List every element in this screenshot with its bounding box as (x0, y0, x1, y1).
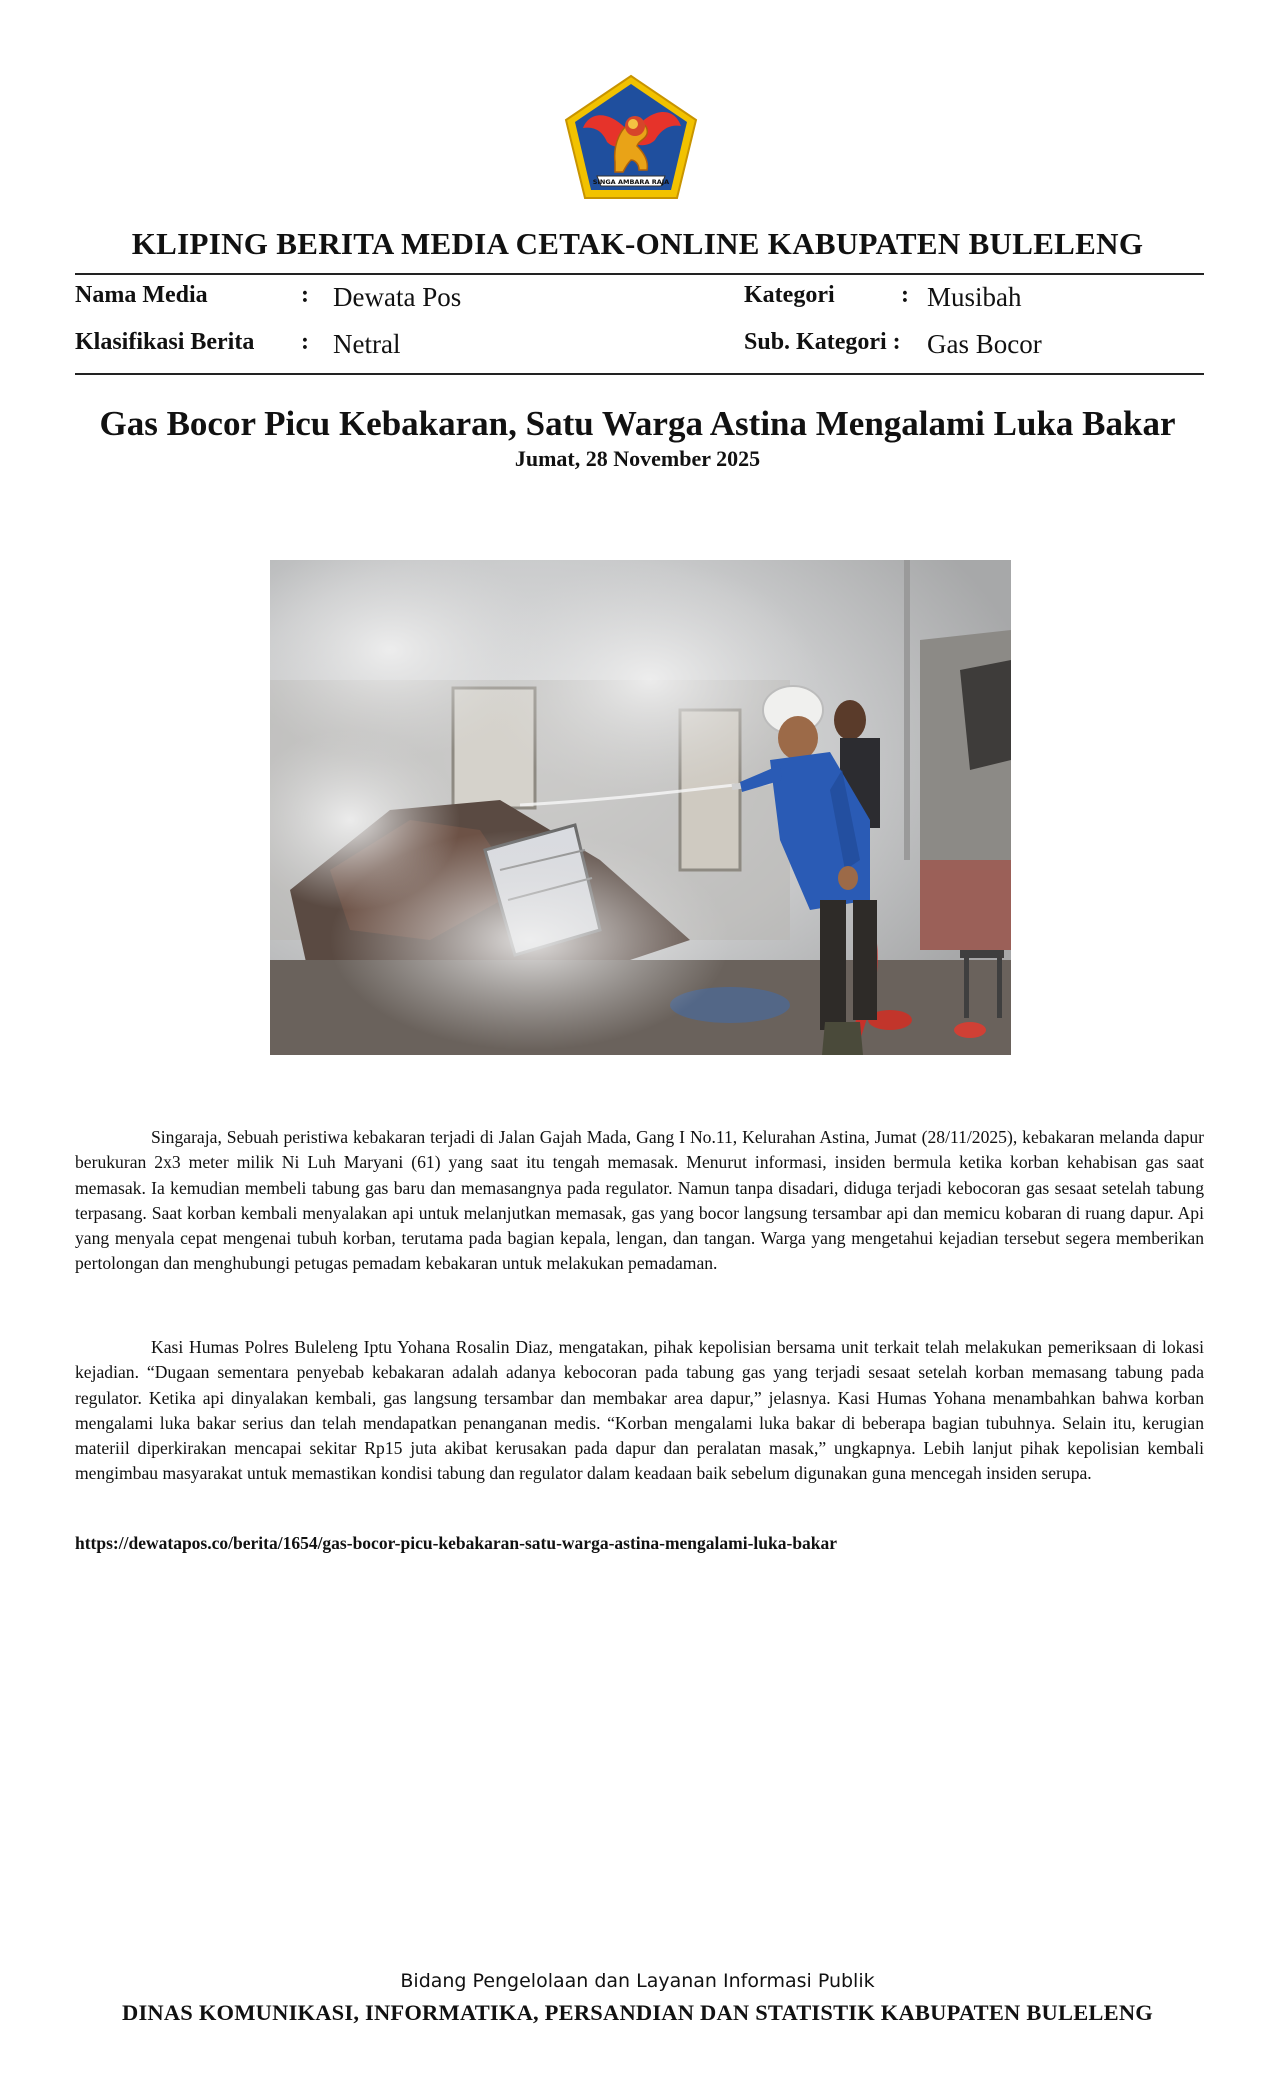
category-colon: : (901, 282, 909, 308)
subcategory-label: Sub. Kategori : (744, 329, 901, 355)
footer-division: Bidang Pengelolaan dan Layanan Informasi Publik (400, 1970, 875, 1992)
classification-colon: : (301, 329, 309, 355)
article-title: Gas Bocor Picu Kebakaran, Satu Warga Astina Mengalami Luka Bakar (99, 404, 1176, 443)
category-label: Kategori (744, 282, 835, 308)
classification-label: Klasifikasi Berita (75, 329, 255, 355)
media-name-label: Nama Media (75, 282, 208, 308)
media-name-colon: : (301, 282, 309, 308)
article-date: Jumat, 28 November 2025 (514, 446, 761, 471)
emblem-motto: SINGA AMBARA RAJA (592, 178, 670, 186)
header-divider-bottom (75, 373, 1204, 375)
source-link[interactable]: https://dewatapos.co/berita/1654/gas-bocor-picu-kebakaran-satu-warga-astina-mengalami-luka-bakar (75, 1533, 838, 1553)
header-divider-top (75, 273, 1204, 275)
buleleng-emblem-logo (563, 74, 699, 200)
media-name-value: Dewata Pos (333, 282, 462, 312)
category-value: Musibah (927, 282, 1022, 312)
clipping-header-title: KLIPING BERITA MEDIA CETAK-ONLINE KABUPATEN BULELENG (131, 226, 1144, 261)
subcategory-value: Gas Bocor (927, 329, 1042, 359)
classification-value: Netral (333, 329, 401, 359)
article-photo (270, 560, 1011, 1055)
footer-agency: DINAS KOMUNIKASI, INFORMATIKA, PERSANDIAN DAN STATISTIK KABUPATEN BULELENG (122, 2000, 1153, 2025)
article-paragraph-1: Singaraja, Sebuah peristiwa kebakaran terjadi di Jalan Gajah Mada, Gang I No.11, Kelurahan Astina, Jumat (28/11/2025), kebakaran melanda dapur berukuran 2x3 meter milik Ni Luh Maryani (61) yang saat itu tengah memasak. Menurut informasi, insiden bermula ketika korban kehabisan gas saat memasak. Ia kemudian membeli tabung gas baru dan memasangnya pada regulator. Namun tanpa disadari, diduga terjadi kebocoran gas sesaat setelah tabung terpasang. Saat korban kembali menyalakan api untuk melanjutkan memasak, gas yang bocor langsung tersambar api dan memicu kobaran di ruang dapur. Api yang menyala cepat mengenai tubuh korban, terutama pada bagian kepala, lengan, dan tangan. Warga yang mengetahui kejadian tersebut segera memberikan pertolongan dan menghubungi petugas pemadam kebakaran untuk melakukan pemadaman. (75, 1127, 1204, 1274)
article-paragraph-2: Kasi Humas Polres Buleleng Iptu Yohana Rosalin Diaz, mengatakan, pihak kepolisian bersama unit terkait telah melakukan pemeriksaan di lokasi kejadian. “Dugaan sementara penyebab kebakaran adalah adanya kebocoran pada tabung gas yang terjadi sesaat setelah korban memasang tabung pada regulator. Ketika api dinyalakan kembali, gas langsung tersambar dan membakar area dapur,” jelasnya. Kasi Humas Yohana menambahkan bahwa korban mengalami luka bakar serius dan telah mendapatkan penanganan medis. “Korban mengalami luka bakar di beberapa bagian tubuhnya. Selain itu, kerugian materiil diperkirakan mencapai sekitar Rp15 juta akibat kerusakan pada dapur dan peralatan masak,” ungkapnya. Lebih lanjut pihak kepolisian kembali mengimbau masyarakat untuk memastikan kondisi tabung dan regulator dalam keadaan baik sebelum digunakan guna mencegah insiden serupa. (75, 1337, 1204, 1484)
fire-scene-photo-icon (270, 560, 1011, 1055)
winged-lion-icon (563, 74, 699, 200)
